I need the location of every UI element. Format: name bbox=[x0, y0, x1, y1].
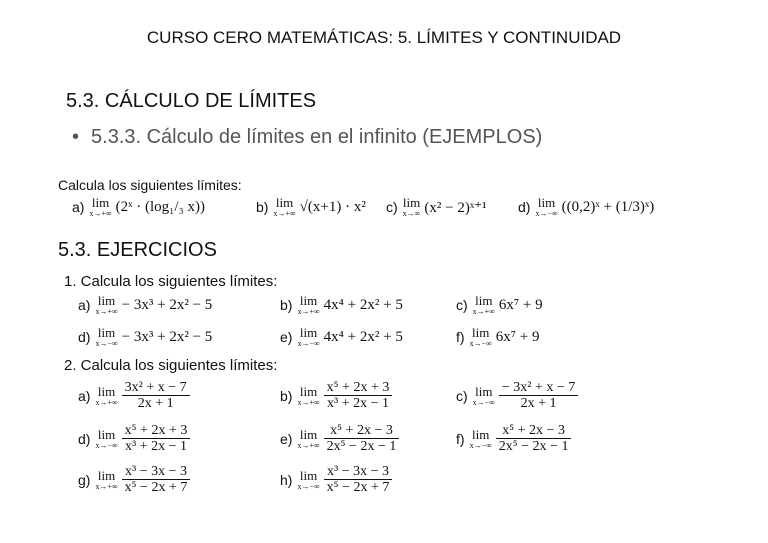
math-expression: 4x⁴ + 2x² + 5 bbox=[323, 328, 403, 345]
numerator: − 3x² + x − 7 bbox=[499, 380, 578, 396]
lim-operator bbox=[297, 428, 319, 450]
exercises-title: 5.3. EJERCICIOS bbox=[58, 239, 217, 261]
examples-intro: Calcula los siguientes límites: bbox=[58, 177, 242, 193]
item-label: f) bbox=[456, 329, 465, 345]
item-label: c) bbox=[456, 387, 468, 404]
lim-operator bbox=[89, 196, 111, 218]
example-expression: (2ˣ · (log₁/₃ x)) bbox=[115, 198, 206, 215]
lim-subscript: x→−∞ bbox=[95, 339, 118, 348]
lim-subscript: x→+∞ bbox=[273, 209, 296, 218]
lim-operator bbox=[297, 326, 319, 348]
lim-operator bbox=[95, 385, 117, 407]
item-label: c) bbox=[456, 297, 468, 313]
lim-word: lim bbox=[97, 293, 116, 308]
lim-word: lim bbox=[475, 383, 493, 399]
item-label: b) bbox=[280, 297, 293, 313]
lim-subscript: x→+∞ bbox=[95, 397, 118, 407]
q1-title: 1. Calcula los siguientes límites: bbox=[64, 273, 278, 290]
fraction bbox=[122, 464, 191, 496]
lim-word: lim bbox=[537, 195, 556, 210]
q2-item-a bbox=[78, 380, 190, 412]
item-label: f) bbox=[456, 430, 465, 447]
section-title: 5.3. CÁLCULO DE LÍMITES bbox=[66, 90, 317, 112]
math-expression: − 3x³ + 2x² − 5 bbox=[121, 328, 213, 345]
q2-item-h bbox=[280, 464, 392, 496]
lim-word: lim bbox=[275, 195, 294, 210]
lim-subscript: x→+∞ bbox=[95, 481, 118, 491]
lim-operator bbox=[473, 294, 495, 316]
lim-subscript: x→∞ bbox=[402, 209, 421, 218]
lim-operator bbox=[95, 326, 117, 348]
fraction bbox=[496, 423, 572, 455]
math-expression: 6x⁷ + 9 bbox=[495, 328, 540, 345]
fraction bbox=[122, 423, 191, 455]
q2-item-d bbox=[78, 423, 190, 455]
denominator: 2x⁵ − 2x − 1 bbox=[498, 439, 569, 455]
fraction bbox=[324, 423, 400, 455]
denominator: 2x⁵ − 2x − 1 bbox=[326, 439, 397, 455]
fraction bbox=[324, 380, 393, 412]
lim-subscript: x→−∞ bbox=[469, 440, 492, 450]
lim-subscript: x→−∞ bbox=[535, 209, 558, 218]
lim-word: lim bbox=[475, 293, 493, 308]
lim-operator bbox=[473, 385, 495, 407]
lim-operator bbox=[95, 294, 117, 316]
denominator: 2x + 1 bbox=[520, 396, 557, 412]
math-expression: 6x⁷ + 9 bbox=[498, 296, 543, 313]
example-a bbox=[72, 196, 205, 218]
q1-item-c bbox=[456, 294, 543, 316]
fraction bbox=[122, 380, 190, 412]
lim-subscript: x→−∞ bbox=[297, 481, 320, 491]
example-label: c) bbox=[386, 199, 398, 215]
denominator: x⁵ − 2x + 7 bbox=[326, 480, 390, 496]
q1-item-a bbox=[78, 294, 212, 316]
lim-operator bbox=[470, 428, 492, 450]
lim-word: lim bbox=[402, 195, 421, 210]
numerator: x⁵ + 2x − 3 bbox=[324, 423, 400, 439]
lim-word: lim bbox=[299, 383, 318, 399]
lim-operator bbox=[470, 326, 492, 348]
item-label: b) bbox=[280, 387, 293, 404]
numerator: 3x² + x − 7 bbox=[122, 380, 190, 396]
q1-item-e bbox=[280, 326, 403, 348]
q2-title: 2. Calcula los siguientes límites: bbox=[64, 357, 278, 374]
fraction bbox=[324, 464, 393, 496]
q2-item-c bbox=[456, 380, 578, 412]
numerator: x³ − 3x − 3 bbox=[122, 464, 191, 480]
lim-operator bbox=[95, 469, 117, 491]
lim-word: lim bbox=[97, 383, 116, 399]
q1-item-b bbox=[280, 294, 403, 316]
q1-item-f bbox=[456, 326, 539, 348]
q2-item-g bbox=[78, 464, 190, 496]
lim-subscript: x→+∞ bbox=[297, 307, 320, 316]
lim-word: lim bbox=[97, 426, 116, 442]
lim-word: lim bbox=[299, 325, 318, 340]
lim-operator bbox=[297, 469, 319, 491]
example-d bbox=[518, 196, 654, 218]
item-label: e) bbox=[280, 329, 293, 345]
q2-item-f bbox=[456, 423, 571, 455]
subsection-title-text: 5.3.3. Cálculo de límites en el infinito (EJEMPLOS) bbox=[91, 126, 543, 148]
lim-operator bbox=[95, 428, 117, 450]
q1-item-d bbox=[78, 326, 212, 348]
lim-subscript: x→+∞ bbox=[297, 440, 320, 450]
math-expression: − 3x³ + 2x² − 5 bbox=[121, 296, 213, 313]
bullet-icon: • bbox=[72, 126, 80, 148]
q2-item-e bbox=[280, 423, 399, 455]
example-expression: (x² − 2)ˣ⁺¹ bbox=[424, 199, 487, 216]
lim-word: lim bbox=[97, 467, 116, 483]
lim-operator bbox=[273, 196, 295, 218]
lim-operator bbox=[403, 196, 421, 218]
item-label: d) bbox=[78, 430, 91, 447]
subsection-title bbox=[72, 126, 542, 149]
lim-subscript: x→−∞ bbox=[297, 339, 320, 348]
lim-word: lim bbox=[299, 426, 318, 442]
item-label: h) bbox=[280, 471, 293, 488]
math-expression: 4x⁴ + 2x² + 5 bbox=[323, 296, 403, 313]
denominator: x⁵ − 2x + 7 bbox=[124, 480, 188, 496]
example-b bbox=[256, 196, 366, 218]
lim-subscript: x→−∞ bbox=[472, 397, 495, 407]
lim-subscript: x→+∞ bbox=[89, 209, 112, 218]
lim-operator bbox=[535, 196, 557, 218]
item-label: d) bbox=[78, 329, 91, 345]
lim-subscript: x→+∞ bbox=[472, 307, 495, 316]
lim-subscript: x→−∞ bbox=[95, 440, 118, 450]
lim-operator bbox=[297, 294, 319, 316]
numerator: x⁵ + 2x + 3 bbox=[122, 423, 191, 439]
item-label: e) bbox=[280, 430, 293, 447]
lim-subscript: x→+∞ bbox=[95, 307, 118, 316]
lim-word: lim bbox=[472, 325, 490, 340]
numerator: x⁵ + 2x − 3 bbox=[496, 423, 572, 439]
lim-word: lim bbox=[299, 467, 318, 483]
item-label: g) bbox=[78, 471, 91, 488]
q2-item-b bbox=[280, 380, 392, 412]
lim-subscript: x→+∞ bbox=[297, 397, 320, 407]
numerator: x³ − 3x − 3 bbox=[324, 464, 393, 480]
example-label: d) bbox=[518, 199, 531, 215]
denominator: x³ + 2x − 1 bbox=[327, 396, 389, 412]
lim-word: lim bbox=[91, 195, 110, 210]
lim-subscript: x→−∞ bbox=[469, 339, 492, 348]
example-c bbox=[386, 196, 487, 218]
lim-word: lim bbox=[299, 293, 318, 308]
example-label: b) bbox=[256, 199, 269, 215]
lim-word: lim bbox=[472, 426, 490, 442]
slide-header: CURSO CERO MATEMÁTICAS: 5. LÍMITES Y CONTINUIDAD bbox=[146, 28, 622, 47]
lim-operator bbox=[297, 385, 319, 407]
example-label: a) bbox=[72, 199, 85, 215]
example-expression: ((0,2)ˣ + (1/3)ˣ) bbox=[561, 198, 655, 215]
item-label: a) bbox=[78, 297, 91, 313]
lim-word: lim bbox=[97, 325, 116, 340]
fraction bbox=[499, 380, 578, 412]
denominator: x³ + 2x − 1 bbox=[125, 439, 187, 455]
item-label: a) bbox=[78, 387, 91, 404]
numerator: x⁵ + 2x + 3 bbox=[324, 380, 393, 396]
example-expression: √(x+1) · x² bbox=[299, 198, 366, 215]
denominator: 2x + 1 bbox=[137, 396, 174, 412]
